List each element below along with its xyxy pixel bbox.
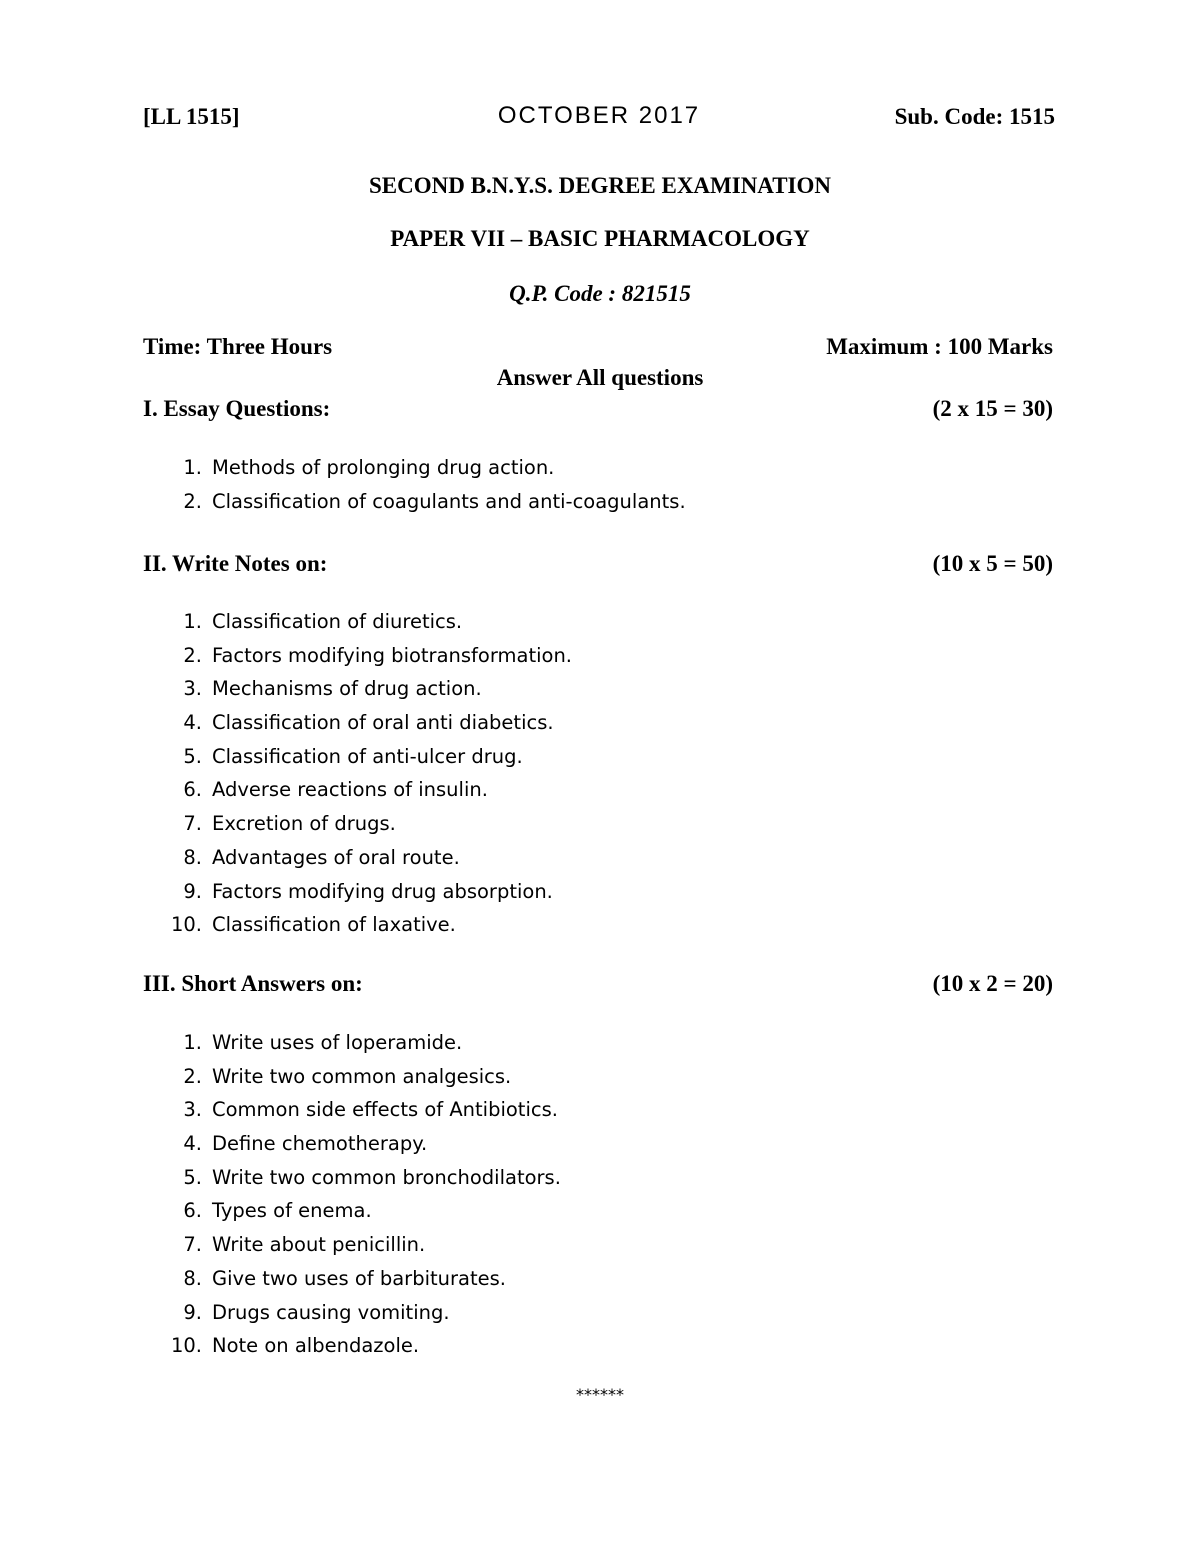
question-number: 9. (183, 1300, 202, 1324)
section-marks: (2 x 15 = 30) (932, 396, 1053, 421)
list-item (160, 485, 686, 519)
question-text: Classification of diuretics. (212, 610, 463, 633)
question-text: Methods of prolonging drug action. (212, 456, 555, 479)
list-item (160, 1262, 561, 1296)
list-item (160, 841, 572, 875)
question-text: Write two common bronchodilators. (212, 1165, 561, 1189)
question-text: Classification of laxative. (212, 913, 456, 937)
question-number: 2. (183, 1064, 202, 1088)
section-heading-short-answers (143, 971, 1055, 1001)
question-text: Write uses of loperamide. (212, 1031, 463, 1054)
section-title: II. Write Notes on: (143, 551, 328, 576)
list-item (160, 605, 572, 639)
list-item (160, 1296, 561, 1330)
subject-code: Sub. Code: 1515 (894, 104, 1055, 129)
section-marks: (10 x 5 = 50) (932, 551, 1053, 576)
list-item (160, 807, 572, 841)
list-item (160, 1093, 561, 1127)
question-text: Mechanisms of drug action. (212, 677, 482, 701)
question-number: 8. (183, 845, 202, 869)
list-item (160, 1026, 561, 1060)
section-title: III. Short Answers on: (143, 971, 363, 996)
question-number: 7. (183, 812, 202, 836)
question-text: Write about penicillin. (212, 1233, 426, 1257)
list-item (160, 773, 572, 807)
section-marks: (10 x 2 = 20) (932, 971, 1053, 996)
question-number: 9. (183, 879, 202, 903)
question-text: Excretion of drugs. (212, 812, 396, 836)
list-item (160, 1228, 561, 1262)
question-text: Factors modifying biotransformation. (212, 643, 573, 667)
question-number: 2. (183, 643, 202, 667)
question-number: 1. (183, 456, 202, 479)
question-number: 1. (183, 610, 202, 633)
list-item (160, 875, 572, 909)
section-title: I. Essay Questions: (143, 396, 331, 421)
qp-code: Q.P. Code : 821515 (509, 281, 691, 306)
question-text: Types of enema. (212, 1199, 372, 1223)
end-of-paper-mark: ****** (576, 1385, 624, 1404)
question-number: 8. (183, 1266, 202, 1290)
list-item (160, 908, 572, 942)
question-text: Common side effects of Antibiotics. (212, 1098, 558, 1122)
question-number: 10. (170, 1334, 202, 1358)
question-text: Factors modifying drug absorption. (212, 879, 553, 903)
section-heading-essay (143, 396, 1055, 426)
exam-duration: Time: Three Hours (143, 334, 333, 359)
list-item (160, 740, 572, 774)
question-number: 6. (183, 1199, 202, 1223)
question-text: Advantages of oral route. (212, 845, 460, 869)
question-number: 6. (183, 778, 202, 802)
question-number: 5. (183, 744, 202, 768)
section-heading-notes (143, 551, 1055, 581)
list-item (160, 706, 572, 740)
question-number: 7. (183, 1233, 202, 1257)
essay-question-list (160, 451, 686, 518)
question-number: 4. (183, 1132, 202, 1156)
question-text: Classification of anti-ulcer drug. (212, 744, 523, 768)
paper-header (143, 100, 1055, 136)
question-text: Write two common analgesics. (212, 1064, 512, 1088)
question-number: 5. (183, 1165, 202, 1189)
question-text: Note on albendazole. (212, 1334, 420, 1358)
question-text: Adverse reactions of insulin. (212, 778, 488, 802)
short-answer-question-list (160, 1026, 561, 1363)
list-item (160, 1329, 561, 1363)
paper-code: [LL 1515] (143, 104, 240, 129)
notes-question-list (160, 605, 572, 942)
list-item (160, 451, 686, 485)
list-item (160, 1060, 561, 1094)
list-item (160, 1194, 561, 1228)
maximum-marks: Maximum : 100 Marks (826, 334, 1053, 359)
question-text: Classification of coagulants and anti-coagulants. (212, 489, 686, 513)
question-number: 3. (183, 1098, 202, 1122)
time-marks-row (143, 334, 1055, 364)
question-text: Classification of oral anti diabetics. (212, 711, 554, 735)
question-number: 4. (183, 711, 202, 735)
list-item (160, 672, 572, 706)
instruction: Answer All questions (496, 365, 704, 390)
question-number: 3. (183, 677, 202, 701)
paper-title: PAPER VII – BASIC PHARMACOLOGY (390, 226, 810, 251)
question-number: 10. (170, 913, 202, 937)
list-item (160, 1127, 561, 1161)
list-item (160, 1161, 561, 1195)
question-text: Give two uses of barbiturates. (212, 1266, 506, 1290)
exam-month: OCTOBER 2017 (497, 102, 701, 129)
question-text: Define chemotherapy. (212, 1132, 428, 1156)
question-text: Drugs causing vomiting. (212, 1300, 450, 1324)
exam-title: SECOND B.N.Y.S. DEGREE EXAMINATION (369, 173, 831, 198)
question-number: 2. (183, 489, 202, 513)
question-number: 1. (183, 1031, 202, 1054)
list-item (160, 639, 572, 673)
